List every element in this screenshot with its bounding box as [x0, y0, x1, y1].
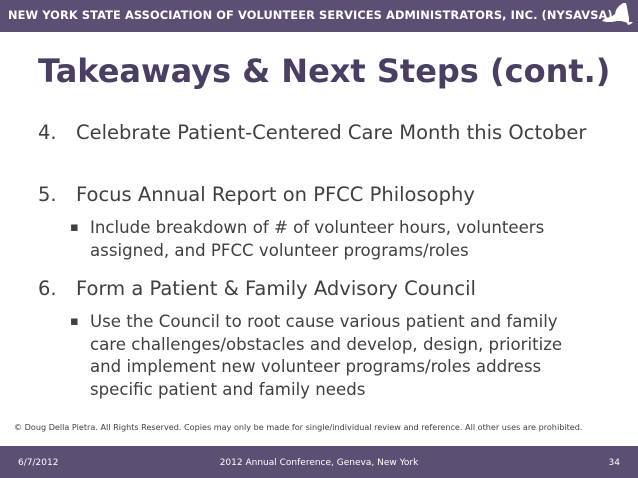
item-number: 5. [38, 183, 57, 206]
item-text: Form a Patient & Family Advisory Council [76, 277, 476, 300]
organization-name: NEW YORK STATE ASSOCIATION OF VOLUNTEER SERVICES ADMINISTRATORS, INC. (NYSAVSA) [8, 8, 613, 22]
footer-event: 2012 Annual Conference, Geneva, New York [219, 458, 419, 468]
footer-bar [0, 446, 638, 478]
sub-item-text: Include breakdown of # of volunteer hours, volunteers assigned, and PFCC volunteer programs/roles [90, 218, 545, 260]
sub-item-text: Use the Council to root cause various patient and family care challenges/obstacles and develop, design, prioritize and implement new volunteer programs/roles address specific patient and family needs [90, 312, 563, 399]
slide-title: Takeaways & Next Steps (cont.) [38, 52, 611, 90]
square-bullet-icon: ▪ [70, 220, 79, 235]
item-text: Focus Annual Report on PFCC Philosophy [76, 183, 475, 206]
square-bullet-icon: ▪ [70, 314, 79, 329]
copyright-notice: © Doug Della Pietra. All Rights Reserved. Copies may only be made for single/individual review and reference. All other uses are prohibited. [14, 422, 583, 432]
item-number: 6. [38, 277, 57, 300]
item-text: Celebrate Patient-Centered Care Month this October [76, 121, 587, 144]
page-number: 34 [608, 458, 620, 468]
footer-date: 6/7/2012 [18, 458, 59, 468]
item-number: 4. [38, 121, 57, 144]
